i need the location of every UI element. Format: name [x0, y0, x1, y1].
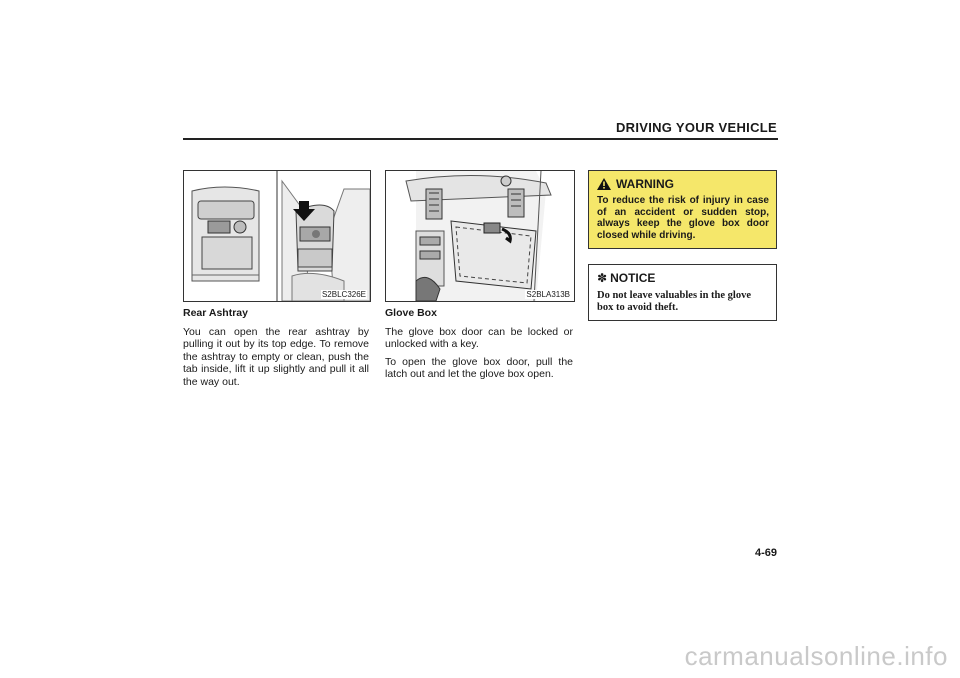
notice-label: NOTICE: [610, 271, 656, 285]
watermark-text: carmanualsonline.info: [684, 641, 948, 671]
rear-ashtray-body: You can open the rear ashtray by pulling it out by its top edge. To remove the ashtray to empty or clean, push the tab inside, lift it up slightly and pull it all the way out.: [183, 325, 369, 388]
glove-box-heading: Glove Box: [385, 307, 437, 319]
glove-box-figure: [385, 170, 575, 302]
warning-header: [597, 177, 769, 191]
warning-box: [588, 170, 777, 249]
rear-ashtray-figure: [183, 170, 371, 302]
warning-triangle-icon: [597, 178, 611, 190]
notice-box: [588, 264, 777, 321]
rear-ashtray-section: [183, 307, 369, 393]
rear-ashtray-illustration: [184, 171, 370, 301]
notice-symbol-icon: ✽: [597, 271, 608, 285]
notice-header: [597, 271, 769, 285]
figure-code: S2BLC326E: [321, 290, 366, 299]
glove-box-paragraph-1: The glove box door can be locked or unlocked with a key.: [385, 325, 573, 350]
glove-box-illustration: [386, 171, 574, 301]
header-divider: [183, 138, 778, 140]
warning-text: To reduce the risk of injury in case of an accident or sudden stop, always keep the glove box door closed while driving.: [597, 195, 769, 241]
glove-box-paragraph-2: To open the glove box door, pull the latch out and let the glove box open.: [385, 355, 573, 380]
page-header-title: DRIVING YOUR VEHICLE: [615, 120, 777, 135]
page-number: 4-69: [754, 547, 777, 559]
notice-text: Do not leave valuables in the glove box to avoid theft.: [597, 290, 751, 313]
figure-code: S2BLA313B: [526, 290, 570, 299]
warning-label: WARNING: [616, 177, 674, 191]
rear-ashtray-heading: Rear Ashtray: [183, 307, 248, 319]
glove-box-section: [385, 307, 573, 386]
